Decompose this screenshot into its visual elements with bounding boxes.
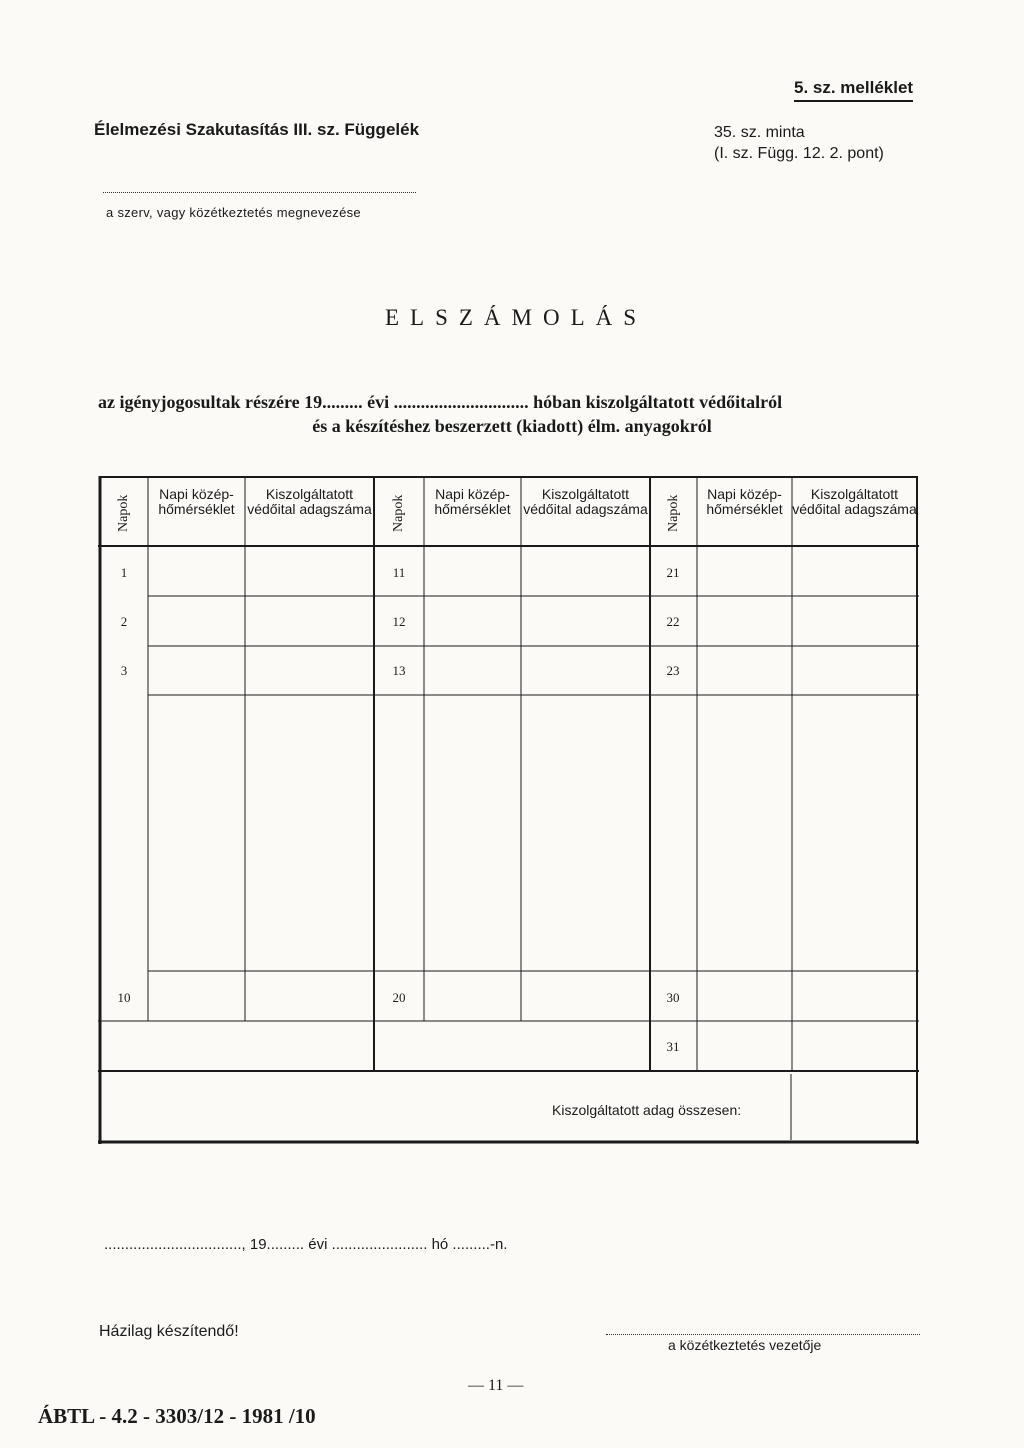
subtitle-line-2: és a készítéshez beszerzett (kiadott) élm. anyagokról [312,416,712,436]
day-number: 30 [666,990,680,1005]
sample-reference: (I. sz. Függ. 12. 2. pont) [714,145,884,162]
day-number: 1 [120,565,128,580]
total-portions-label: Kiszolgáltatott adag összesen: [552,1102,742,1118]
header-temp-1: Napi közép- hőmérséklet [158,486,235,517]
day-number: 20 [392,990,406,1005]
day-number: 31 [666,1039,680,1054]
organization-name-line[interactable] [103,186,416,193]
day-number: 3 [120,663,128,678]
header-portions-1: Kiszolgáltatott védőital adagszáma [247,486,372,517]
day-number: 11 [392,565,406,580]
day-number: 2 [120,614,128,629]
accounting-table [98,476,919,1144]
date-line: ................................., 19......... évi ....................... hó .........-n. [104,1236,508,1253]
header-days-3: Napok [666,494,681,532]
regulation-title: Élelmezési Szakutasítás III. sz. Függelék [94,120,420,139]
archive-reference: ÁBTL - 4.2 - 3303/12 - 1981 /10 [38,1404,316,1428]
sample-number: 35. sz. minta [714,124,805,141]
header-portions-3: Kiszolgáltatott védőital adagszáma [792,486,917,517]
day-number: 12 [392,614,406,629]
day-number: 13 [392,663,406,678]
header-temp-3: Napi közép- hőmérséklet [706,486,783,517]
page-number: — 11 — [468,1377,524,1394]
header-temp-2: Napi közép- hőmérséklet [434,486,511,517]
signature-line[interactable] [606,1328,920,1335]
day-number: 21 [666,565,680,580]
day-number: 10 [117,990,131,1005]
table-grid [98,476,919,1144]
header-days-2: Napok [391,494,406,532]
header-days-1: Napok [116,494,131,532]
day-number: 23 [666,663,680,678]
header-portions-2: Kiszolgáltatott védőital adagszáma [523,486,648,517]
subtitle-line-1: az igényjogosultak részére 19......... évi .............................. hóban kiszolgáltatott védőitalról [98,392,783,412]
attachment-label: 5. sz. melléklet [794,78,913,102]
homemade-note: Házilag készítendő! [99,1323,239,1340]
document-title: ELSZÁMOLÁS [384,305,648,330]
signatory-caption: a közétkeztetés vezetője [668,1337,822,1353]
organization-name-caption: a szerv, vagy közétkeztetés megnevezése [106,205,361,220]
day-number: 22 [666,614,680,629]
